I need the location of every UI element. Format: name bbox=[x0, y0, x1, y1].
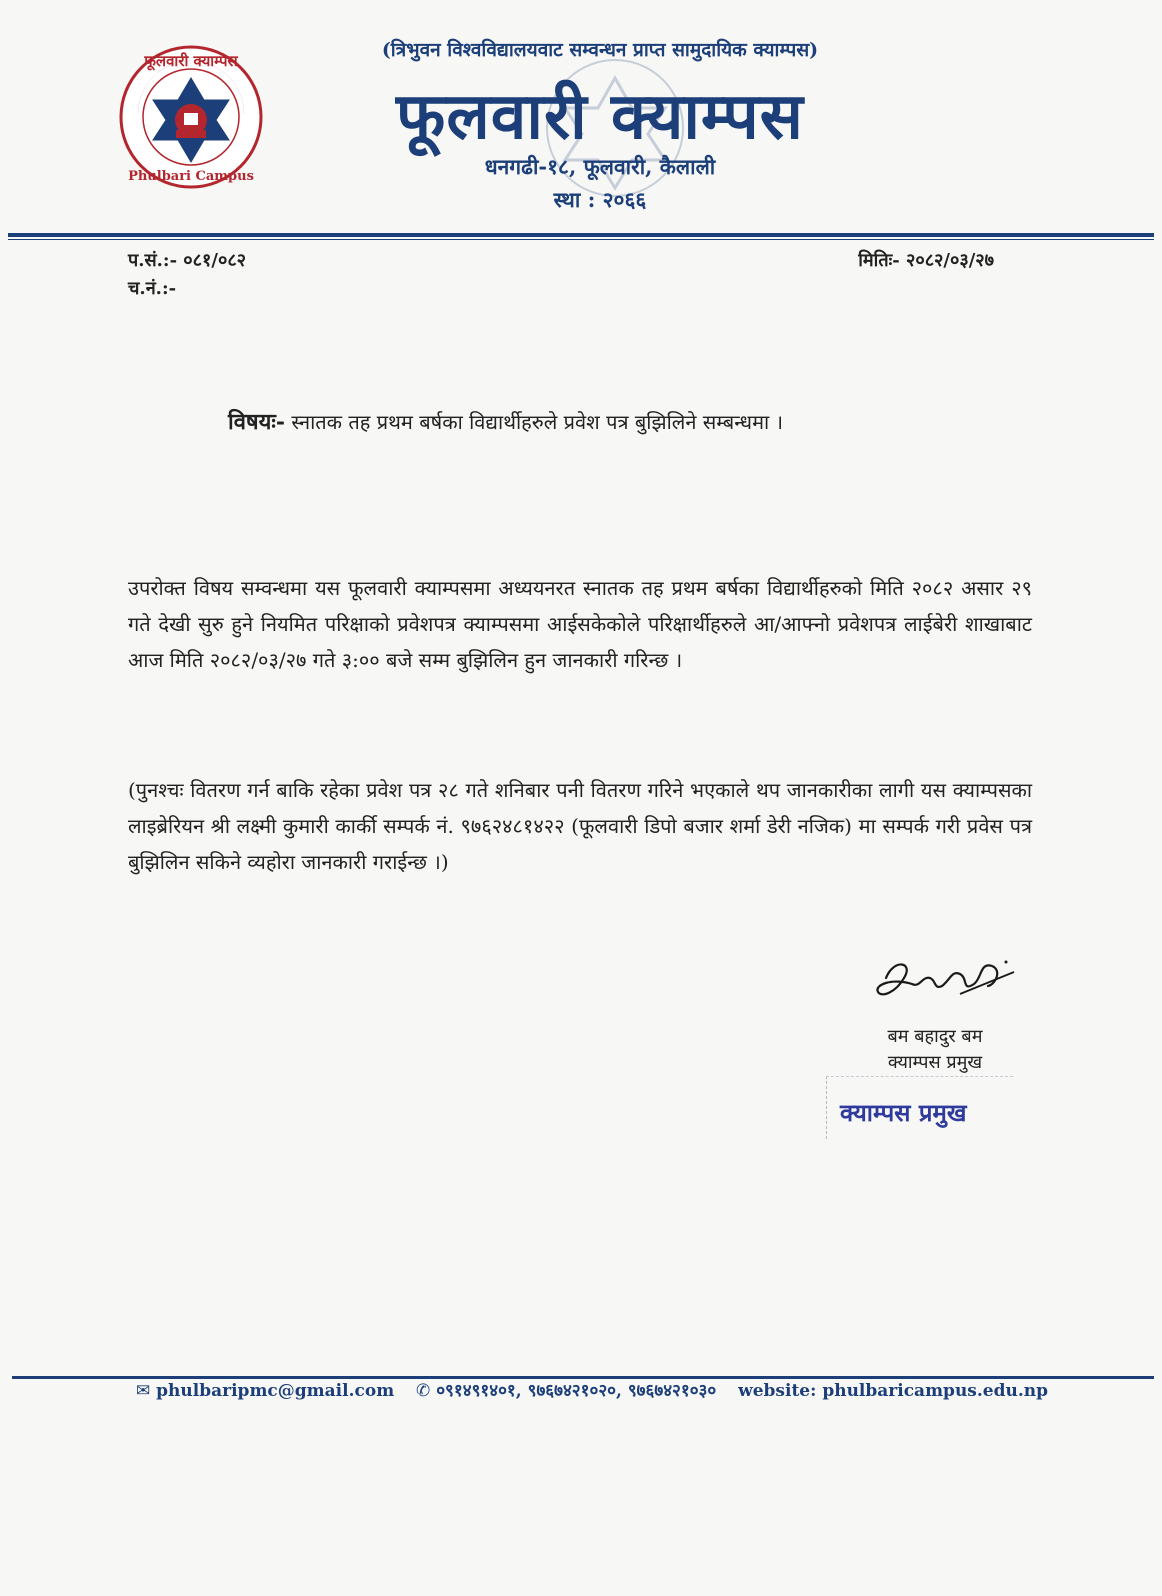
signer-title: क्याम्पस प्रमुख bbox=[887, 1052, 983, 1073]
campus-name-title: फूलवारी क्याम्पस bbox=[396, 79, 804, 154]
established-year: स्था : २०६६ bbox=[553, 187, 647, 212]
handwritten-signature-icon bbox=[864, 948, 1024, 1028]
official-stamp: क्याम्पस प्रमुख bbox=[840, 1098, 967, 1127]
subject-text: स्नातक तह प्रथम बर्षका विद्यार्थीहरुले प्रवेश पत्र बुझिलिने सम्बन्धमा । bbox=[291, 410, 784, 434]
logo-top-text: फूलवारी क्याम्पस bbox=[144, 52, 238, 70]
dispatch-number: च.नं.:- bbox=[128, 278, 177, 299]
body-paragraph-1: उपरोक्त विषय सम्वन्धमा यस फूलवारी क्याम्पसमा अध्ययनरत स्नातक तह प्रथम बर्षका विद्यार्थीहरुको मिति २०८२ असार २९ गते देखी सुरु हुने नियमित परिक्षाको प्रवेशपत्र क्याम्पसमा आईसकेकोले परिक्षार्थीहरुले आ/आफ्नो प्रवेशपत्र लाईबेरी शाखाबाट आज मिति २०८२/०३/२७ गते ३:०० बजे सम्म बुझिलिन हुन जानकारी गरिन्छ । bbox=[128, 576, 1032, 672]
footer-phones: ०९१४९१४०१, ९७६७४२१०२०, ९७६७४२१०३० bbox=[436, 1381, 717, 1401]
affiliation-text: (त्रिभुवन विश्वविद्यालयवाट सम्वन्धन प्राप्त सामुदायिक क्याम्पस) bbox=[381, 39, 819, 61]
header-divider-thin bbox=[8, 239, 1154, 240]
footer-website[interactable]: website: phulbaricampus.edu.np bbox=[738, 1381, 1049, 1401]
body-paragraph-2: (पुनश्चः वितरण गर्न बाकि रहेका प्रवेश पत्र २८ गते शनिबार पनी वितरण गरिने भएकाले थप जानकारीका लागी यस क्याम्पसका लाइब्रेरियन श्री लक्ष्मी कुमारी कार्की सम्पर्क नं. ९७६२४८१४२२ (फूलवारी डिपो बजार शर्मा डेरी नजिक) मा सम्पर्क गरी प्रवेस पत्र बुझिलिन सकिने व्यहोरा जानकारी गराईन्छ ।) bbox=[128, 778, 1032, 874]
campus-logo-icon bbox=[118, 44, 264, 190]
envelope-icon: ✉ bbox=[136, 1381, 151, 1401]
subject-line bbox=[228, 406, 988, 436]
phone-icon: ✆ bbox=[416, 1381, 431, 1401]
footer-contact bbox=[136, 1378, 1096, 1401]
letter-date: मितिः- २०८२/०३/२७ bbox=[858, 250, 994, 271]
logo-bottom-text: Phulbari Campus bbox=[128, 169, 254, 184]
reference-number: प.सं.:- ०८१/०८२ bbox=[128, 250, 247, 271]
header-divider bbox=[8, 233, 1154, 237]
campus-address: धनगढी-१८, फूलवारी, कैलाली bbox=[484, 154, 716, 179]
footer-email[interactable]: phulbaripmc@gmail.com bbox=[156, 1381, 395, 1401]
signer-name: बम बहादुर बम bbox=[887, 1026, 983, 1047]
subject-label: विषयः- bbox=[228, 409, 285, 435]
